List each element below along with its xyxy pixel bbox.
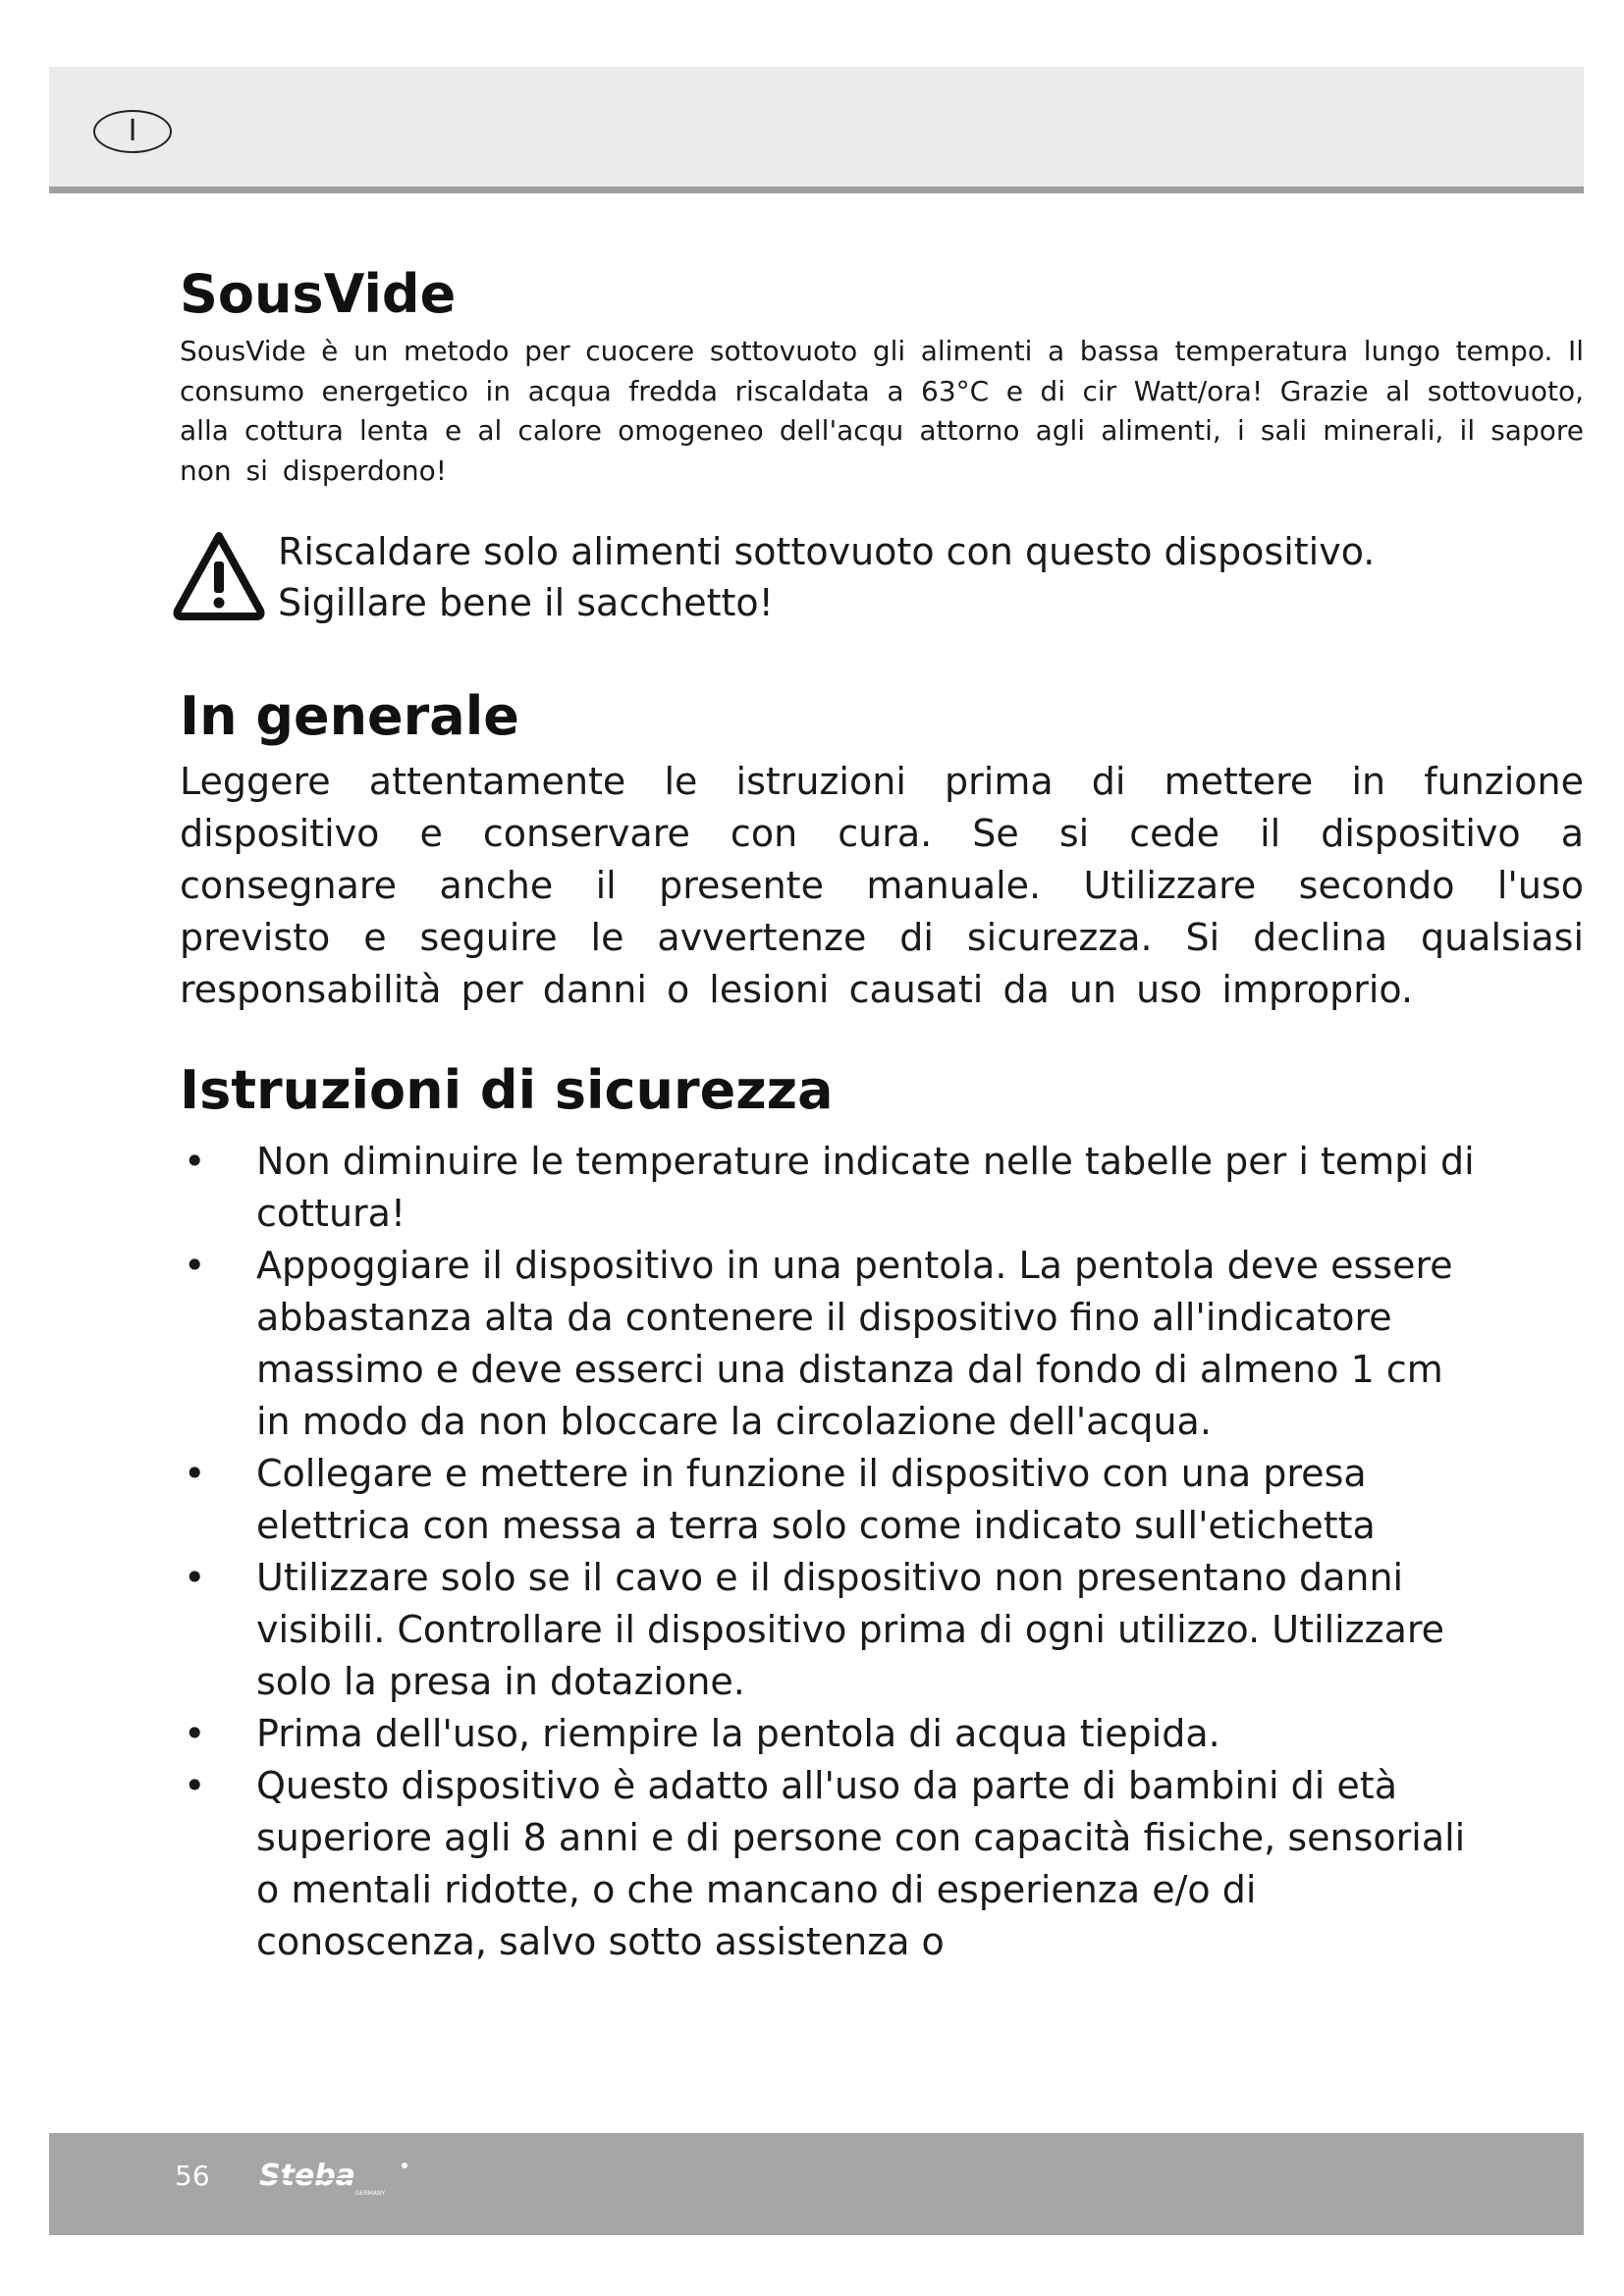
list-item: • Prima dell'uso, riempire la pentola di acqua tiepida. xyxy=(180,1708,1584,1760)
bullet-icon: • xyxy=(184,1556,206,1599)
bullet-icon: • xyxy=(184,1764,206,1807)
bullet-icon: • xyxy=(184,1244,206,1287)
header-rule xyxy=(49,187,1584,193)
bullet-icon: • xyxy=(184,1452,206,1495)
list-item: • Collegare e mettere in funzione il dispositivo con una presa elettrica con messa a terra solo come indicato sull'etichetta xyxy=(180,1448,1584,1552)
section-title-sousvide: SousVide xyxy=(180,263,457,325)
list-item: • Utilizzare solo se il cavo e il dispositivo non presentano danni visibili. Controllare il dispositivo prima di ogni utilizzo. Utilizzare solo la presa in dotazione. xyxy=(180,1552,1584,1708)
brand-name: Steba xyxy=(259,2159,356,2193)
sousvide-paragraph: SousVide è un metodo per cuocere sottovuoto gli alimenti a bassa temperatura lungo tempo. Il consumo energetico in acqua fredda riscaldata a 63°C e di cir Watt/ora! Grazie al sottovuoto, alla cottura lenta e al calore omogeneo dell'acqu attorno agli alimenti, i sali minerali, il sapore non si disperdono! xyxy=(180,335,1584,487)
list-item: • Questo dispositivo è adatto all'uso da parte di bambini di età superiore agli 8 anni e di persone con capacità fisiche, sensoriali o mentali ridotte, o che mancano di esperienza e/o di conoscenza, salvo sotto assistenza o xyxy=(180,1760,1584,1968)
page-number: 56 xyxy=(175,2160,210,2192)
warning-line-2: Sigillare bene il sacchetto! xyxy=(278,581,774,624)
general-paragraph: Leggere attentamente le istruzioni prima di mettere in funzione dispositivo e conservare con cura. Se si cede il dispositivo a consegnare anche il presente manuale. Utilizzare secondo l'uso previsto e seguire le avvertenze di sicurezza. Si declina qualsiasi responsabilità per danni o lesioni causati da un uso improprio. xyxy=(180,760,1584,1011)
section-title-general: In generale xyxy=(180,685,519,747)
bullet-icon: • xyxy=(184,1140,206,1183)
section-title-safety: Istruzioni di sicurezza xyxy=(180,1059,834,1121)
list-item: • Non diminuire le temperature indicate nelle tabelle per i tempi di cottura! xyxy=(180,1136,1584,1240)
page-content xyxy=(180,263,1584,1968)
warning-line-1: Riscaldare solo alimenti sottovuoto con questo dispositivo. xyxy=(278,530,1376,573)
brand-subtitle: GERMANY xyxy=(355,2190,386,2197)
safety-list xyxy=(180,1136,1584,1968)
bullet-icon: • xyxy=(184,1712,206,1755)
warning-triangle-icon xyxy=(172,528,266,622)
warning-box xyxy=(180,526,1584,634)
header-band xyxy=(49,67,1584,187)
language-badge: I xyxy=(93,110,172,153)
list-item: • Appoggiare il dispositivo in una pentola. La pentola deve essere abbastanza alta da contenere il dispositivo fino all'indicatore massimo e deve esserci una distanza dal fondo di almeno 1 cm in modo da non bloccare la circolazione dell'acqua. xyxy=(180,1240,1584,1448)
steba-logo xyxy=(257,2158,414,2197)
